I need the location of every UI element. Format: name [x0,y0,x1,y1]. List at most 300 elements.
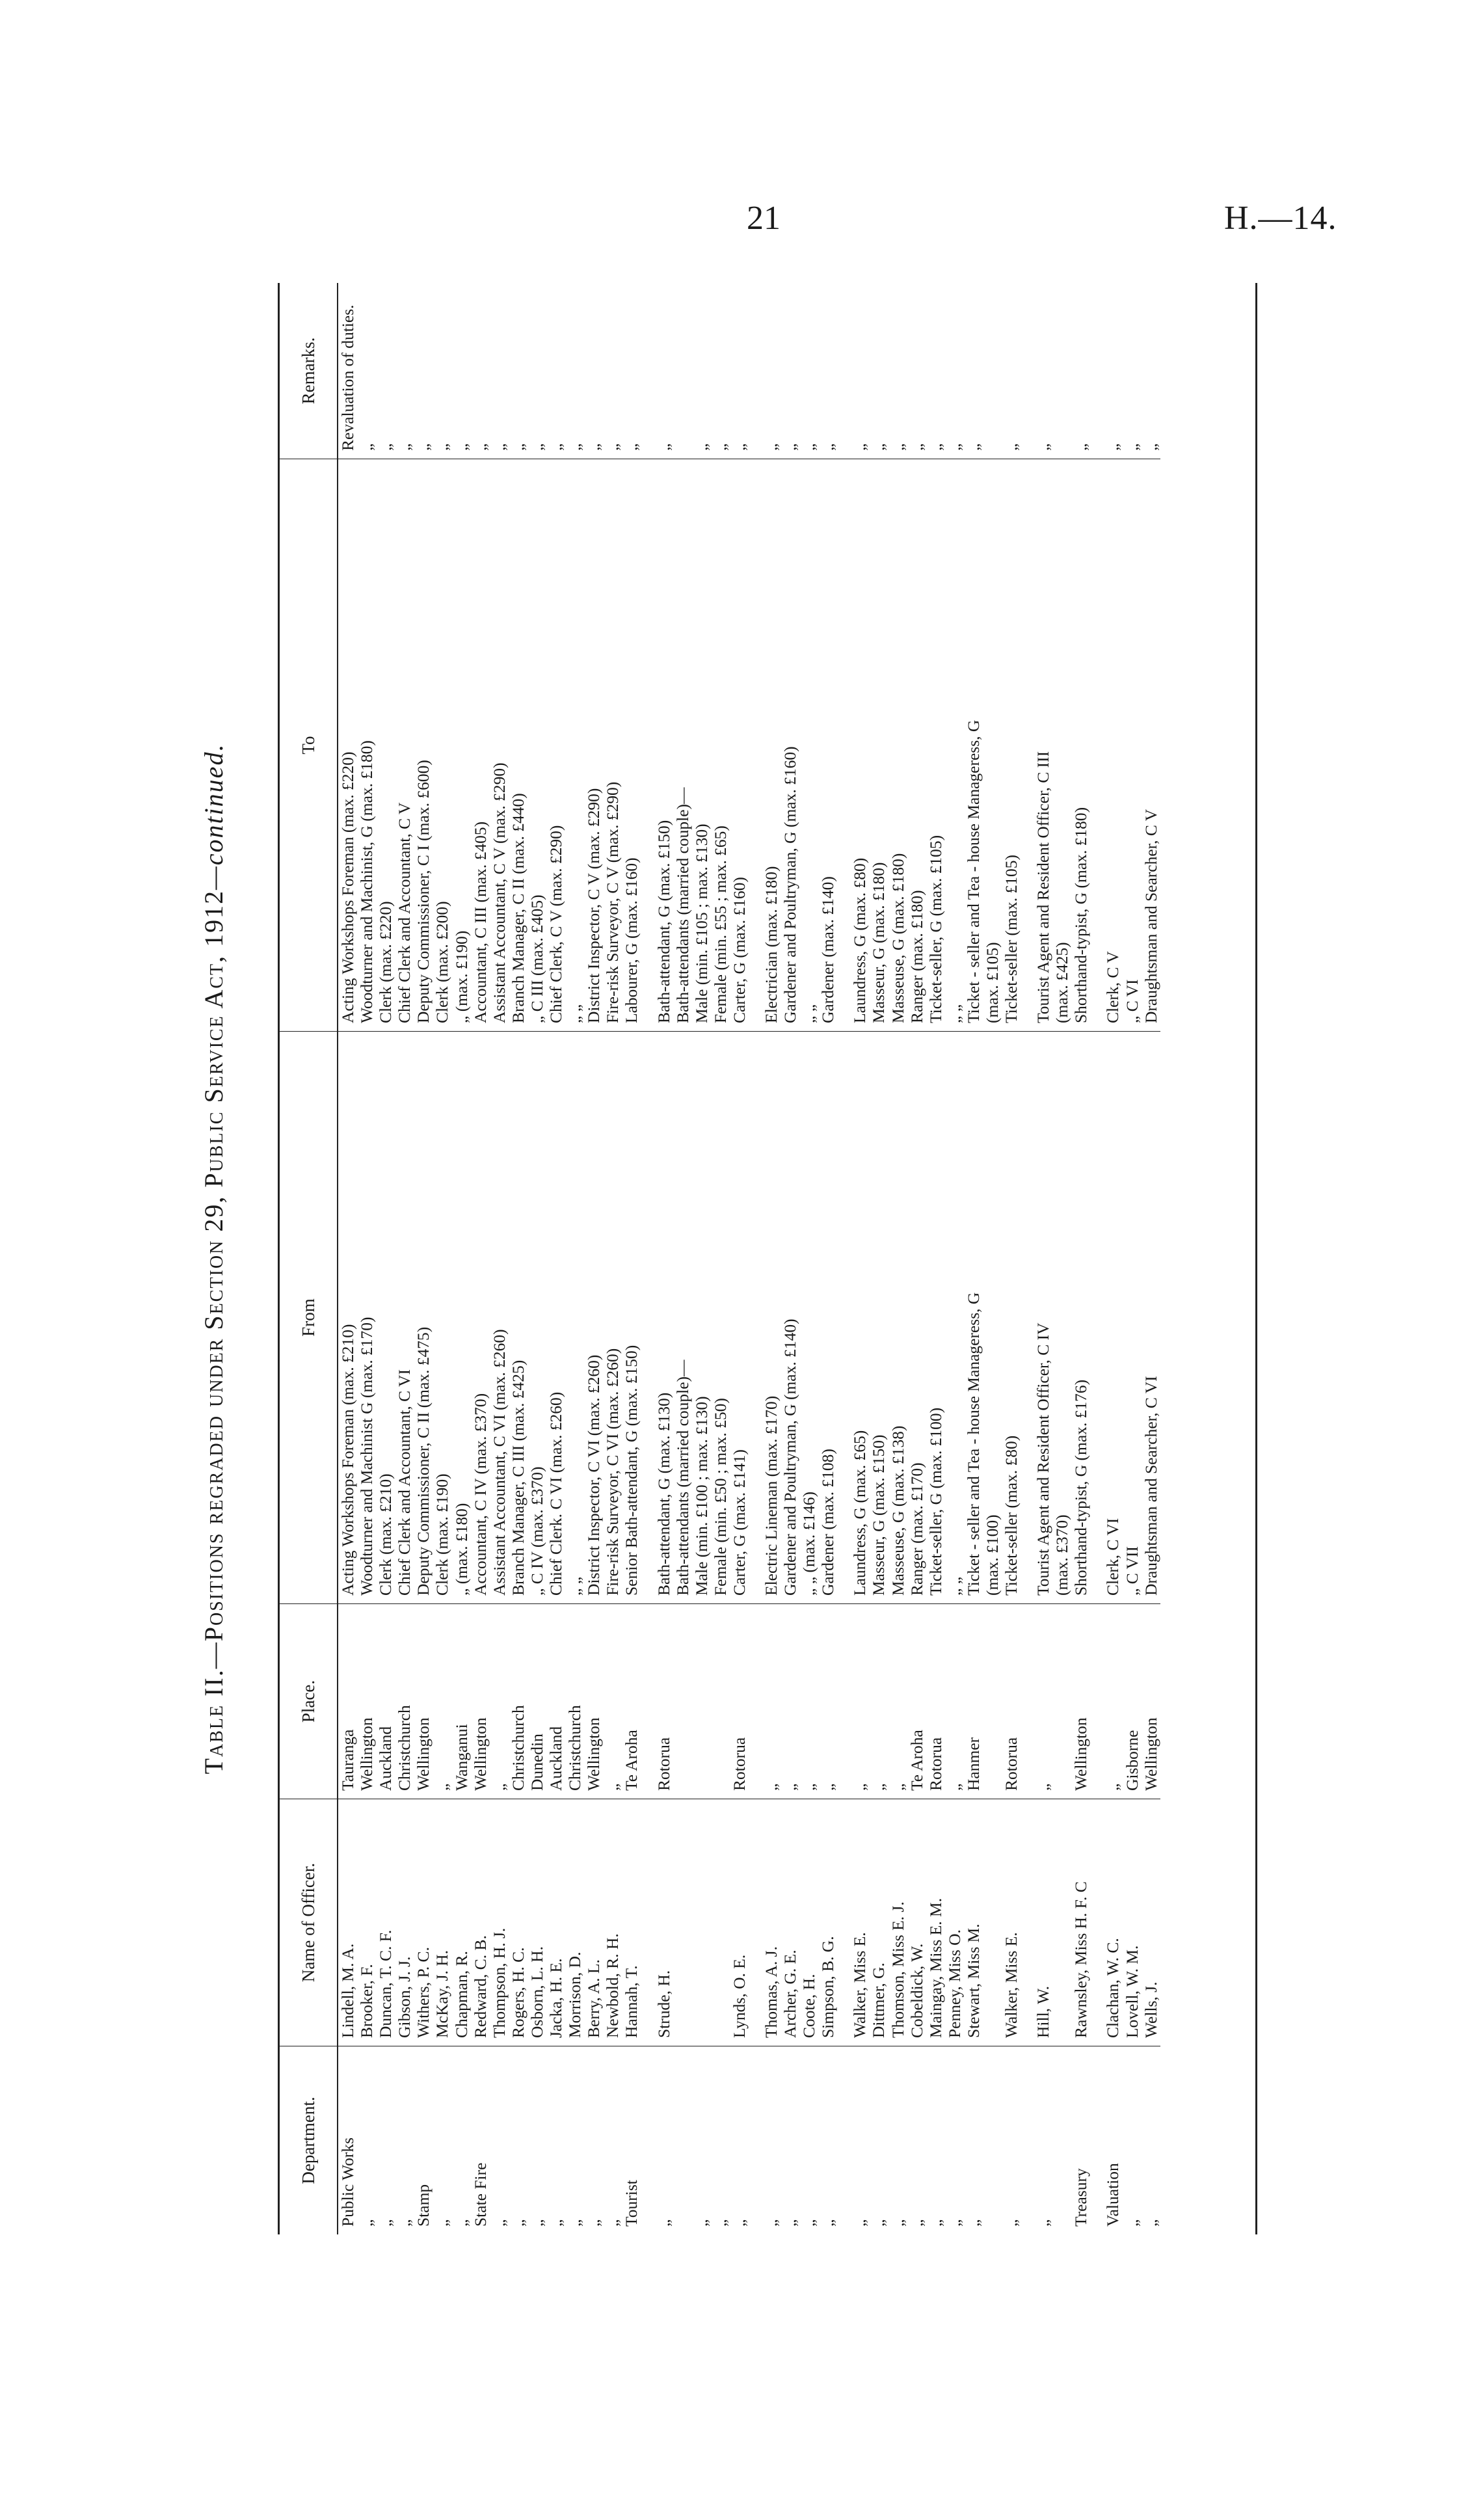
cell-from: Ticket - seller and Tea - house Manageress, G [964,1031,983,1603]
cell-from: Bath-attendant, G (max. £130) [654,1031,673,1603]
cell-name: Maingay, Miss E. M. [926,1799,945,2046]
cell-to: Gardener and Poultryman, G (max. £160) [781,459,799,1031]
cell-from: Male (min. £100 ; max. £130) [692,1031,711,1603]
spacer-cell [749,283,762,459]
cell-to: Clerk (max. £220) [376,459,395,1031]
cell-place: „ [603,1603,622,1799]
cell-place: „ [490,1603,509,1799]
cell-department: „ [546,2046,565,2234]
cell-to: „ C VI [1123,459,1142,1031]
cell-to: (max. £105) [983,459,1002,1031]
cell-place: Wellington [584,1603,603,1799]
cell-name: Duncan, T. C. F. [376,1799,395,2046]
table-row [376,283,395,2234]
cell-to: Clerk, C V [1103,459,1122,1031]
cell-from: „ C IV (max. £370) [528,1031,546,1603]
cell-remarks: „ [818,443,838,451]
table-row [433,283,451,2234]
cell-department: State Fire [471,2046,490,2234]
spacer-cell [1090,283,1103,459]
cell-from: Assistant Accountant, C VI (max. £260) [490,1031,509,1603]
cell-to: Labourer, G (max. £160) [622,459,641,1031]
table-row [1142,283,1160,2234]
column-header-name: Name of Officer. [280,1799,337,2046]
cell-place: Wellington [1142,1603,1160,1799]
table-body [338,283,1160,2234]
cell-from: Woodturner and Machinist G (max. £170) [357,1031,376,1603]
table-row [673,283,692,2234]
cell-from: „ „ (max. £146) [799,1031,818,1603]
cell-place: Dunedin [528,1603,546,1799]
cell-remarks: „ [963,443,983,451]
cell-to: Branch Manager, C II (max. £440) [509,459,528,1031]
cell-department: „ [1123,2046,1142,2234]
cell-to: Shorthand-typist, G (max. £180) [1071,459,1090,1031]
spacer-cell [749,2046,762,2234]
spacer-cell [1021,2046,1034,2234]
page-number: 21 [747,200,781,237]
cell-name [711,1799,730,2046]
spacer-cell [1090,1603,1103,1799]
cell-remarks: „ [1002,443,1021,451]
cell-place: Auckland [376,1603,395,1799]
cell-name: Dittmer, G. [869,1799,888,2046]
regrading-table [278,283,1257,2234]
table-row [869,283,888,2234]
table-row [414,283,433,2234]
cell-department: „ [654,2046,673,2234]
cell-department: „ [964,2046,983,2234]
cell-to: Ticket - seller and Tea - house Manageress, G [964,459,983,1031]
cell-to: Carter, G (max. £160) [730,459,749,1031]
cell-from: „ (max. £180) [452,1031,471,1603]
cell-remarks: „ [944,443,964,451]
table-row [528,283,546,2234]
cell-remarks [983,283,1002,459]
table-row [471,283,490,2234]
spacer-cell [837,1031,850,1603]
row-spacer [1021,283,1034,2234]
table-row [692,283,711,2234]
cell-department: „ [376,2046,395,2234]
spacer-cell [837,1603,850,1799]
cell-place: Wellington [357,1603,376,1799]
cell-place [983,1603,1002,1799]
cell-to: Clerk (max. £200) [433,459,451,1031]
cell-to: Chief Clerk and Accountant, C V [395,459,414,1031]
table-row [1103,283,1122,2234]
cell-name: Lovell, W. M. [1123,1799,1142,2046]
cell-remarks: Revaluation of duties. [338,304,357,451]
cell-to: „ „ [565,459,584,1031]
table-row [850,283,869,2234]
cell-name: Redward, C. B. [471,1799,490,2046]
cell-name: Withers, P. C. [414,1799,433,2046]
spacer-cell [749,459,762,1031]
cell-remarks: „ [710,443,730,451]
table-row [799,283,818,2234]
spacer-cell [837,283,850,459]
cell-place: Gisborne [1123,1603,1142,1799]
column-header-from: From [280,1031,337,1603]
table-row [888,283,907,2234]
table-row [584,283,603,2234]
cell-department: „ [528,2046,546,2234]
table-row [509,283,528,2234]
cell-from: Carter, G (max. £141) [730,1031,749,1603]
cell-from: Chief Clerk and Accountant, C VI [395,1031,414,1603]
cell-name: Hill, W. [1034,1799,1052,2046]
cell-remarks: „ [527,443,546,451]
cell-name [1052,1799,1071,2046]
cell-from: „ „ [565,1031,584,1603]
cell-place: „ [433,1603,451,1799]
cell-name: Stewart, Miss M. [964,1799,983,2046]
cell-remarks: „ [869,443,888,451]
cell-department: „ [509,2046,528,2234]
cell-place: Te Aroha [622,1603,641,1799]
cell-department: „ [888,2046,907,2234]
cell-remarks: „ [565,443,585,451]
cell-from: Draughtsman and Searcher, C VI [1142,1031,1160,1603]
cell-place: „ [762,1603,781,1799]
table-row [452,283,471,2234]
cell-department: „ [850,2046,869,2234]
cell-to: „ C III (max. £405) [528,459,546,1031]
table-title-main: Positions regraded under Section 29, Public Service Act, 1912 [199,889,228,1642]
cell-name: Osborn, L. H. [528,1799,546,2046]
cell-department: Stamp [414,2046,433,2234]
spacer-cell [1090,459,1103,1031]
cell-remarks: „ [470,443,490,451]
spacer-cell [1021,1799,1034,2046]
table-row [338,283,357,2234]
cell-name: Cobeldick, W. [907,1799,926,2046]
cell-to: Male (min. £105 ; max. £130) [692,459,711,1031]
cell-department: „ [907,2046,926,2234]
cell-from: Gardener and Poultryman, G (max. £140) [781,1031,799,1603]
cell-from: Chief Clerk. C VI (max. £260) [546,1031,565,1603]
cell-name: Newbold, R. H. [603,1799,622,2046]
table-row [490,283,509,2234]
column-header-place: Place. [280,1603,337,1799]
cell-department: „ [781,2046,799,2234]
cell-remarks: „ [1122,443,1142,451]
spacer-cell [1021,1603,1034,1799]
document-reference: H.—14. [1224,200,1337,237]
cell-department: „ [945,2046,964,2234]
spacer-cell [641,459,654,1031]
table-title-suffix: —continued. [199,743,228,890]
cell-name: Walker, Miss E. [850,1799,869,2046]
cell-place: „ [945,1603,964,1799]
cell-remarks: „ [508,443,528,451]
cell-from: Ticket-seller (max. £80) [1002,1031,1021,1603]
cell-department: „ [1002,2046,1021,2234]
table-row [926,283,945,2234]
cell-to: Fire-risk Surveyor, C V (max. £290) [603,459,622,1031]
cell-to: (max. £425) [1052,459,1071,1031]
cell-department: „ [869,2046,888,2234]
cell-from: (max. £100) [983,1031,1002,1603]
cell-department: Valuation [1103,2046,1122,2234]
cell-to: Masseuse, G (max. £180) [888,459,907,1031]
cell-department: „ [818,2046,837,2234]
cell-place: Rotorua [926,1603,945,1799]
cell-name: Walker, Miss E. [1002,1799,1021,2046]
cell-remarks: „ [433,443,452,451]
table-row [603,283,622,2234]
cell-remarks: „ [1103,443,1123,451]
cell-from: Senior Bath-attendant, G (max. £150) [622,1031,641,1603]
cell-from: Masseuse, G (max. £138) [888,1031,907,1603]
cell-department: „ [357,2046,376,2234]
cell-department [673,2046,692,2234]
cell-to: Ranger (max. £180) [907,459,926,1031]
cell-place: „ [781,1603,799,1799]
cell-department [983,2046,1002,2234]
cell-place: Te Aroha [907,1603,926,1799]
cell-from: „ „ [945,1031,964,1603]
spacer-cell [1021,1031,1034,1603]
cell-remarks: „ [781,443,800,451]
table-row [357,283,376,2234]
cell-from: District Inspector, C VI (max. £260) [584,1031,603,1603]
cell-remarks: „ [622,443,641,451]
cell-remarks: „ [850,443,870,451]
cell-department: „ [395,2046,414,2234]
cell-department: Tourist [622,2046,641,2234]
cell-place: Christchurch [509,1603,528,1799]
cell-from: Clerk, C VI [1103,1031,1122,1603]
cell-to: Laundress, G (max. £80) [850,459,869,1031]
cell-to: Tourist Agent and Resident Officer, C III [1034,459,1052,1031]
cell-to: „ „ [945,459,964,1031]
cell-remarks: „ [907,443,926,451]
cell-from: Fire-risk Surveyor, C VI (max. £260) [603,1031,622,1603]
row-spacer [837,283,850,2234]
cell-name: McKay, J. H. [433,1799,451,2046]
cell-to: „ (max. £190) [452,459,471,1031]
row-spacer [1090,283,1103,2234]
cell-from: Gardener (max. £108) [818,1031,837,1603]
cell-name: Thomson, Miss E. J. [888,1799,907,2046]
cell-remarks: „ [888,443,907,451]
table-row [711,283,730,2234]
cell-department: Treasury [1071,2046,1090,2234]
table-row [818,283,837,2234]
spacer-cell [837,2046,850,2234]
cell-to: Gardener (max. £140) [818,459,837,1031]
cell-name: Wells, J. [1142,1799,1160,2046]
cell-department: „ [1142,2046,1160,2234]
cell-name: Strude, H. [654,1799,673,2046]
cell-place: „ [850,1603,869,1799]
cell-to: Woodturner and Machinist, G (max. £180) [357,459,376,1031]
cell-from: Bath-attendants (married couple)— [673,1031,692,1603]
cell-to: Deputy Commissioner, C I (max. £600) [414,459,433,1031]
cell-from: Ticket-seller, G (max. £100) [926,1031,945,1603]
cell-name: Hannah, T. [622,1799,641,2046]
table-title [185,283,243,2234]
spacer-cell [1090,1031,1103,1603]
cell-remarks [1052,283,1071,459]
table-row [654,283,673,2234]
column-header-to: To [280,459,337,1031]
cell-remarks: „ [654,443,673,451]
spacer-cell [1090,1799,1103,2046]
cell-from: Female (min. £50 ; max. £50) [711,1031,730,1603]
cell-department: „ [603,2046,622,2234]
cell-department: „ [565,2046,584,2234]
cell-to: Bath-attendant, G (max. £150) [654,459,673,1031]
table-row [945,283,964,2234]
cell-remarks: „ [489,443,509,451]
cell-remarks: „ [376,443,395,451]
cell-to: Accountant, C III (max. £405) [471,459,490,1031]
cell-from: Branch Manager, C III (max. £425) [509,1031,528,1603]
cell-place: „ [1103,1603,1122,1799]
cell-name: Morrison, D. [565,1799,584,2046]
cell-remarks: „ [691,443,711,451]
cell-from: „ C VII [1123,1031,1142,1603]
cell-name: Coote, H. [799,1799,818,2046]
row-spacer [749,283,762,2234]
cell-place: Auckland [546,1603,565,1799]
cell-name: Berry, A. L. [584,1799,603,2046]
cell-remarks: „ [546,443,566,451]
cell-remarks: „ [761,443,781,451]
cell-place: Rotorua [654,1603,673,1799]
cell-name: Clachan, W. C. [1103,1799,1122,2046]
table-row [565,283,584,2234]
cell-name: Lynds, O. E. [730,1799,749,2046]
cell-from: Shorthand-typist, G (max. £176) [1071,1031,1090,1603]
cell-name: Lindell, M. A. [338,1799,357,2046]
cell-from: Acting Workshops Foreman (max. £210) [338,1031,357,1603]
cell-to: Draughtsman and Searcher, C V [1142,459,1160,1031]
cell-place: Wellington [471,1603,490,1799]
cell-remarks: „ [926,443,945,451]
cell-department: „ [584,2046,603,2234]
table-row [622,283,641,2234]
cell-place [711,1603,730,1799]
cell-remarks: „ [729,443,749,451]
spacer-cell [837,459,850,1031]
row-spacer [641,283,654,2234]
table-header-row [280,283,338,2234]
spacer-cell [641,283,654,459]
table-row [762,283,781,2234]
table-row [395,283,414,2234]
spacer-cell [1021,283,1034,459]
table-row [1052,283,1071,2234]
cell-department: „ [799,2046,818,2234]
cell-place: Hanmer [964,1603,983,1799]
table-row [907,283,926,2234]
cell-from: Clerk (max. £190) [433,1031,451,1603]
cell-from: Deputy Commissioner, C II (max. £475) [414,1031,433,1603]
cell-department: „ [926,2046,945,2234]
cell-name: Brooker, F. [357,1799,376,2046]
cell-name: Chapman, R. [452,1799,471,2046]
spacer-cell [641,1603,654,1799]
cell-name [673,1799,692,2046]
cell-name: Simpson, B. G. [818,1799,837,2046]
cell-to: Ticket-seller (max. £105) [1002,459,1021,1031]
cell-place: Rotorua [1002,1603,1021,1799]
table-row [964,283,983,2234]
cell-place: Wanganui [452,1603,471,1799]
cell-name: Archer, G. E. [781,1799,799,2046]
cell-place: Tauranga [338,1603,357,1799]
cell-place: Christchurch [395,1603,414,1799]
spacer-cell [749,1799,762,2046]
cell-place: „ [799,1603,818,1799]
cell-from: Tourist Agent and Resident Officer, C IV [1034,1031,1052,1603]
cell-from: Clerk (max. £210) [376,1031,395,1603]
cell-place: „ [1034,1603,1052,1799]
cell-from: Masseur, G (max. £150) [869,1031,888,1603]
cell-remarks: „ [414,443,433,451]
cell-to: District Inspector, C V (max. £290) [584,459,603,1031]
spacer-cell [641,1799,654,2046]
spacer-cell [641,1031,654,1603]
cell-department: „ [692,2046,711,2234]
cell-to: Acting Workshops Foreman (max. £220) [338,459,357,1031]
cell-place: „ [888,1603,907,1799]
table-row [730,283,749,2234]
cell-from: Laundress, G (max. £65) [850,1031,869,1603]
cell-remarks: „ [584,443,604,451]
cell-remarks: „ [395,443,414,451]
cell-department: Public Works [338,2046,357,2234]
cell-place: Wellington [414,1603,433,1799]
rotated-table-block [185,283,1265,2234]
cell-department: „ [490,2046,509,2234]
table-row [983,283,1002,2234]
cell-place: Wellington [1071,1603,1090,1799]
table-row [781,283,799,2234]
cell-place: Christchurch [565,1603,584,1799]
cell-from: Electric Lineman (max. £170) [762,1031,781,1603]
cell-to: Bath-attendants (married couple)— [673,459,692,1031]
cell-department: „ [452,2046,471,2234]
cell-name [983,1799,1002,2046]
spacer-cell [641,2046,654,2234]
cell-to: Chief Clerk, C V (max. £290) [546,459,565,1031]
cell-remarks: „ [1141,443,1160,451]
cell-name: Rogers, H. C. [509,1799,528,2046]
cell-remarks: „ [357,443,377,451]
cell-to: Assistant Accountant, C V (max. £290) [490,459,509,1031]
spacer-cell [1021,459,1034,1031]
table-title-prefix: Table II.— [199,1641,228,1775]
cell-name: Rawnsley, Miss H. F. C [1071,1799,1090,2046]
cell-department: „ [1034,2046,1052,2234]
cell-department: „ [762,2046,781,2234]
cell-department: „ [711,2046,730,2234]
table-row [1002,283,1021,2234]
cell-department [1052,2046,1071,2234]
cell-remarks: „ [451,443,471,451]
spacer-cell [749,1603,762,1799]
cell-to: Masseur, G (max. £180) [869,459,888,1031]
cell-from: Accountant, C IV (max. £370) [471,1031,490,1603]
cell-department: „ [730,2046,749,2234]
cell-to: „ „ [799,459,818,1031]
table-row [1123,283,1142,2234]
